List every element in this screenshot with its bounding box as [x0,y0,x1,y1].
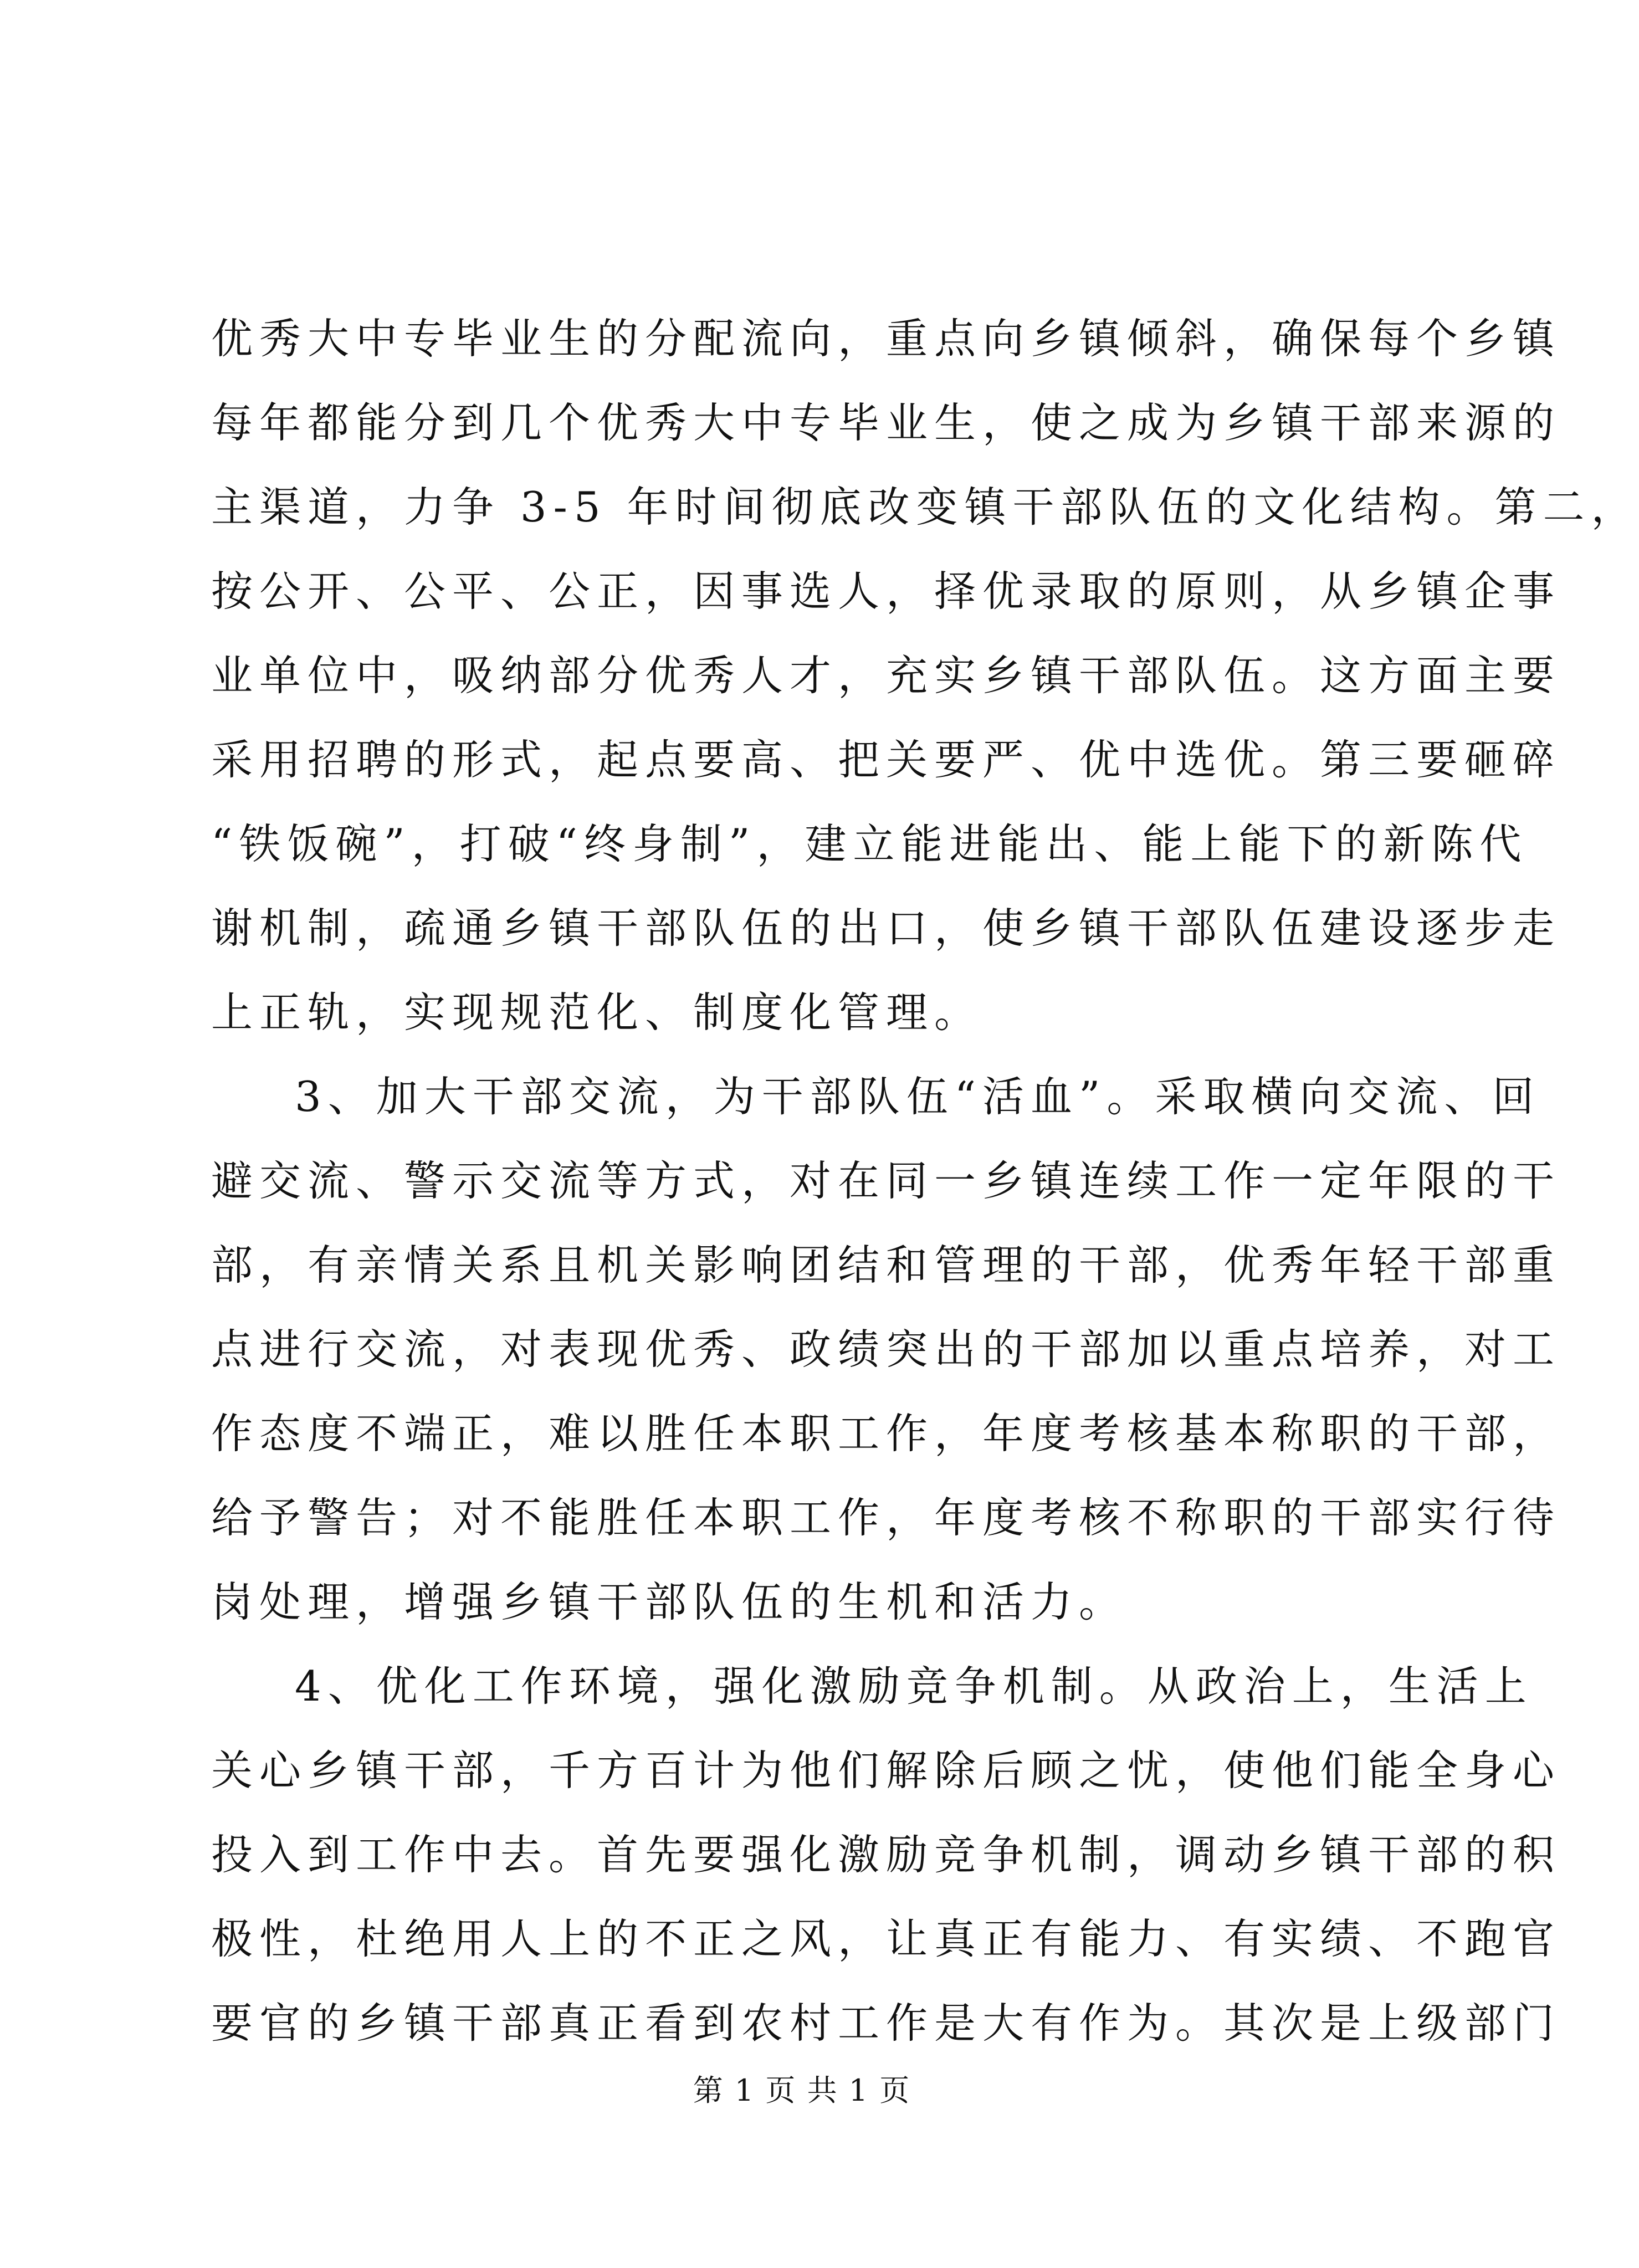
paragraph-3-line-1: 4、优化工作环境，强化激励竞争机制。从政治上，生活上 [295,1662,1533,1711]
paragraph-2-line-2: 避交流、警示交流等方式，对在同一乡镇连续工作一定年限的干 [211,1156,1561,1205]
paragraph-3-line-2: 关心乡镇干部，千方百计为他们解除后顾之忧，使他们能全身心 [211,1746,1561,1795]
paragraph-1-line-2: 每年都能分到几个优秀大中专毕业生，使之成为乡镇干部来源的 [211,398,1561,447]
paragraph-1-line-5: 业单位中，吸纳部分优秀人才，充实乡镇干部队伍。这方面主要 [211,651,1561,700]
paragraph-3-line-4: 极性，杜绝用人上的不正之风，让真正有能力、有实绩、不跑官 [211,1914,1561,1963]
page-number-footer: 第 1 页 共 1 页 [693,2073,911,2108]
paragraph-1-line-4: 按公开、公平、公正，因事选人，择优录取的原则，从乡镇企事 [211,567,1561,616]
paragraph-2-line-3: 部，有亲情关系且机关影响团结和管理的干部，优秀年轻干部重 [211,1241,1561,1289]
paragraph-1-line-3: 主渠道，力争 3-5 年时间彻底改变镇干部队伍的文化结构。第二， [211,483,1639,531]
paragraph-2-line-7: 岗处理，增强乡镇干部队伍的生机和活力。 [211,1578,1128,1626]
paragraph-2-line-1: 3、加大干部交流，为干部队伍“活血”。采取横向交流、回 [295,1072,1541,1121]
paragraph-1-line-8: 谢机制，疏通乡镇干部队伍的出口，使乡镇干部队伍建设逐步走 [211,904,1561,953]
paragraph-2-line-5: 作态度不端正，难以胜任本职工作，年度考核基本称职的干部， [211,1409,1561,1458]
paragraph-1-line-6: 采用招聘的形式，起点要高、把关要严、优中选优。第三要砸碎 [211,735,1561,784]
paragraph-1-line-1: 优秀大中专毕业生的分配流向，重点向乡镇倾斜，确保每个乡镇 [211,314,1561,363]
paragraph-3-line-5: 要官的乡镇干部真正看到农村工作是大有作为。其次是上级部门 [211,1999,1561,2047]
paragraph-1-line-7: “铁饭碗”，打破“终身制”，建立能进能出、能上能下的新陈代 [211,820,1528,868]
paragraph-2-line-4: 点进行交流，对表现优秀、政绩突出的干部加以重点培养，对工 [211,1325,1561,1374]
paragraph-1-line-9: 上正轨，实现规范化、制度化管理。 [211,988,983,1037]
paragraph-2-line-6: 给予警告；对不能胜任本职工作，年度考核不称职的干部实行待 [211,1493,1561,1542]
paragraph-3-line-3: 投入到工作中去。首先要强化激励竞争机制，调动乡镇干部的积 [211,1830,1561,1879]
